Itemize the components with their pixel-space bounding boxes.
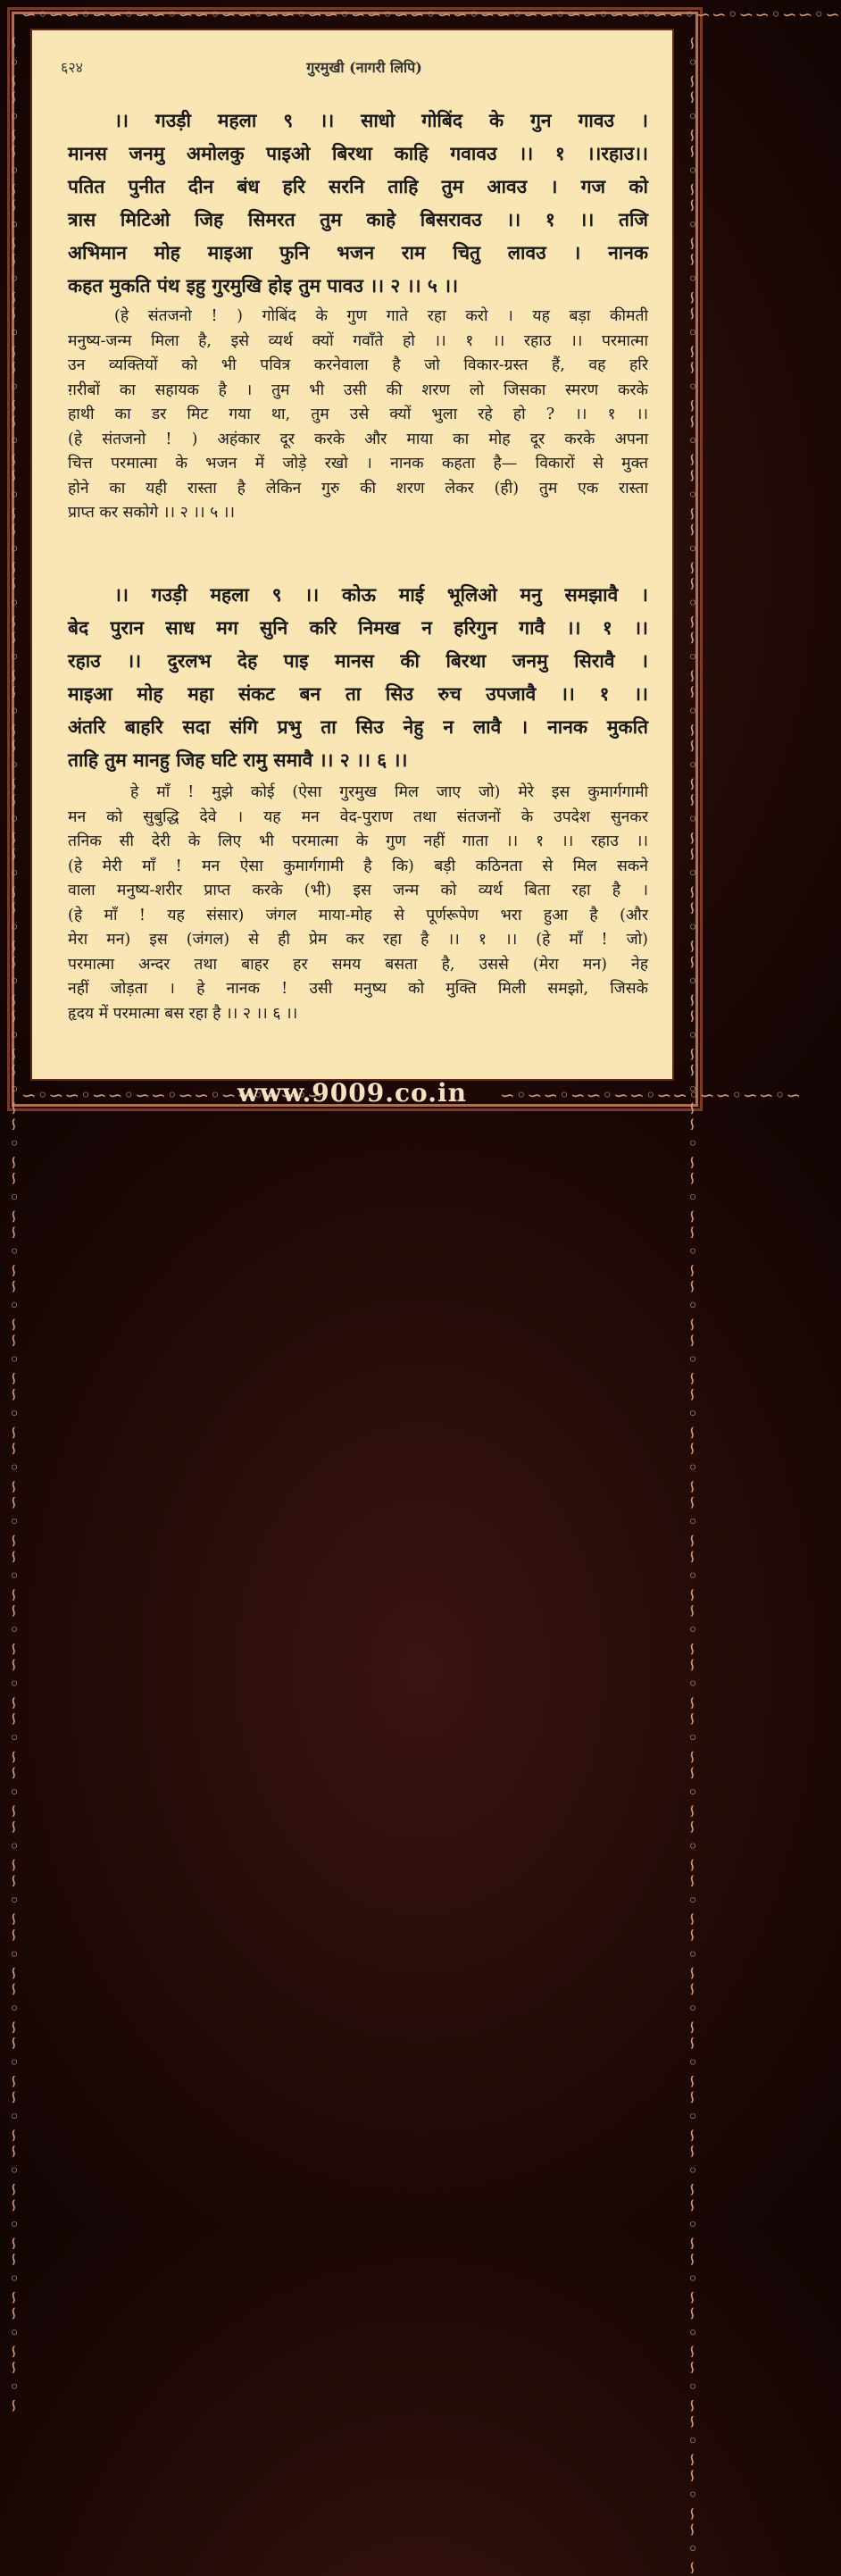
verse-line: ।। गउड़ी महला ९ ।। साधो गोबिंद के गुन गावउ । <box>114 109 648 131</box>
translation-line: वाला मनुष्य-शरीर प्राप्त करके (भी) इस जन्म को व्यर्थ बिता रहा है । <box>68 882 648 899</box>
verse-line: कहत मुकति पंथ इहु गुरमुखि होइ तुम पावउ ।। २ ।। ५ ।। <box>68 274 459 297</box>
verse-line: रहाउ ।। दुरलभ देह पाइ मानस की बिरथा जनमु सिरावै । <box>68 649 648 672</box>
page-title: गुरमुखी (नागरी लिपि) <box>306 59 422 76</box>
verse-line: माइआ मोह महा संकट बन ता सिउ रुच उपजावै ।। १ ।। <box>68 682 648 705</box>
verse-line: त्रास मिटिओ जिह सिमरत तुम काहे बिसरावउ ।। १ ।। तजि <box>68 208 648 230</box>
verse-line: बेद पुरान साध मग सुनि करि निमख न हरिगुन गावै ।। १ ।। <box>68 616 648 639</box>
verse-line: पतित पुनीत दीन बंध हरि सरनि ताहि तुम आवउ । गज को <box>68 175 648 197</box>
verse-line: अंतरि बाहरि सदा संगि प्रभु ता सिउ नेहु न लावै । नानक मुकति <box>68 715 648 738</box>
translation-line: तनिक सी देरी के लिए भी परमात्मा के गुण नहीं गाता ।। १ ।। रहाउ ।। <box>68 832 648 850</box>
top-ornament: ∽◦∽∽◦∽∽◦∽∽◦∽∽◦∽∽◦∽∽◦∽∽◦∽∽◦∽∽◦∽∽◦∽∽◦∽∽◦∽∽◦∽∽◦∽∽◦∽∽◦∽∽◦∽∽◦∽ <box>21 4 841 25</box>
page-number: ६२४ <box>61 59 83 76</box>
verse-line: अभिमान मोह माइआ फुनि भजन राम चितु लावउ । नानक <box>68 241 648 263</box>
translation-line: ग़रीबों का सहायक है । तुम भी उसी की शरण लो जिसका स्मरण करके <box>68 381 648 399</box>
translation-line: परमात्मा अन्दर तथा बाहर हर समय बसता है, उससे (मेरा मन) नेह <box>68 955 648 974</box>
translation-block-1 <box>68 305 648 526</box>
translation-line: नहीं जोड़ता । हे नानक ! उसी मनुष्य को मुक्ति मिली समझो, जिसके <box>68 980 648 998</box>
left-ornament: ∽◦∽∽◦∽∽◦∽∽◦∽∽◦∽∽◦∽∽◦∽∽◦∽∽◦∽∽◦∽∽◦∽∽◦∽∽◦∽∽◦∽∽◦∽∽◦∽∽◦∽∽◦∽∽◦∽∽◦∽∽◦∽∽◦∽∽◦∽∽◦∽∽◦∽∽◦∽∽◦∽∽◦∽∽◦∽∽◦∽∽◦∽∽◦∽∽◦∽∽◦∽∽◦∽∽◦∽∽◦∽∽◦∽∽◦∽∽◦∽∽◦∽∽◦∽∽◦∽∽◦∽ <box>4 36 25 2414</box>
translation-line: चित्त परमात्मा के भजन में जोड़े रखो । नानक कहता है— विकारों से मुक्त <box>68 455 648 473</box>
page-header <box>61 57 668 79</box>
bottom-ornament-right: ∽◦∽∽◦∽∽◦∽∽◦∽∽◦∽∽◦∽∽◦∽ <box>500 1084 803 1106</box>
translation-line: (हे संतजनो ! ) गोबिंद के गुण गाते रहा करो । यह बड़ा कीमती <box>114 307 648 325</box>
translation-line: होने का यही रास्ता है लेकिन गुरु की शरण लेकर (ही) तुम एक रास्ता <box>68 479 648 498</box>
verse-line: मानस जनमु अमोलकु पाइओ बिरथा काहि गवावउ ।। १ ।।रहाउ।। <box>68 142 648 164</box>
translation-line: (हे संतजनो ! ) अहंकार दूर करके और माया का मोह दूर करके अपना <box>68 430 648 448</box>
verse-block-1 <box>68 104 648 302</box>
right-ornament: ∽◦∽∽◦∽∽◦∽∽◦∽∽◦∽∽◦∽∽◦∽∽◦∽∽◦∽∽◦∽∽◦∽∽◦∽∽◦∽∽◦∽∽◦∽∽◦∽∽◦∽∽◦∽∽◦∽∽◦∽∽◦∽∽◦∽∽◦∽∽◦∽∽◦∽∽◦∽∽◦∽∽◦∽∽◦∽∽◦∽∽◦∽∽◦∽∽◦∽∽◦∽∽◦∽∽◦∽∽◦∽∽◦∽∽◦∽∽◦∽∽◦∽∽◦∽∽◦∽∽◦∽∽◦∽∽◦∽∽◦∽ <box>682 36 704 2576</box>
verse-line: ।। गउड़ी महला ९ ।। कोऊ माई भूलिओ मनु समझावै । <box>114 583 648 606</box>
website-url[interactable]: www.9009.co.in <box>237 1078 467 1108</box>
verse-block-2 <box>68 578 648 776</box>
translation-line: हाथी का डर मिट गया था, तुम उसे क्यों भुला रहे हो ? ।। १ ।। <box>68 406 648 423</box>
translation-line: (हे माँ ! यह संसार) जंगल माया-मोह से पूर्णरूपेण भरा हुआ है (और <box>68 906 648 924</box>
translation-line: हृदय में परमात्मा बस रहा है ।। २ ।। ६ ।। <box>68 1004 298 1023</box>
translation-line: (हे मेरी माँ ! मन ऐसा कुमार्गगामी है कि) बड़ी कठिनता से मिल सकने <box>68 857 648 875</box>
translation-line: मेरा मन) इस (जंगल) से ही प्रेम कर रहा है ।। १ ।। (हे माँ ! जो) <box>68 931 648 949</box>
translation-line: हे माँ ! मुझे कोई (ऐसा गुरमुख मिल जाए जो) मेरे इस कुमार्गगामी <box>130 783 648 801</box>
scripture-page <box>30 29 674 1081</box>
translation-line: मनुष्य-जन्म मिला है, इसे व्यर्थ क्यों गवाँते हो ।। १ ।। रहाउ ।। परमात्मा <box>68 331 648 350</box>
translation-line: मन को सुबुद्धि देवे । यह मन वेद-पुराण तथा संतजनों के उपदेश सुनकर <box>68 807 648 826</box>
verse-line: ताहि तुम मानहु जिह घटि रामु समावै ।। २ ।। ६ ।। <box>68 749 408 771</box>
bottom-ornament-left: ∽◦∽∽◦∽∽◦∽∽◦∽∽◦∽∽◦∽∽◦∽ <box>21 1084 324 1106</box>
translation-block-2 <box>68 781 648 1026</box>
translation-line: उन व्यक्तियों को भी पवित्र करनेवाला है जो विकार-ग्रस्त हैं, वह हरि <box>68 356 648 374</box>
translation-line: प्राप्त कर सकोगे ।। २ ।। ५ ।। <box>68 504 236 522</box>
